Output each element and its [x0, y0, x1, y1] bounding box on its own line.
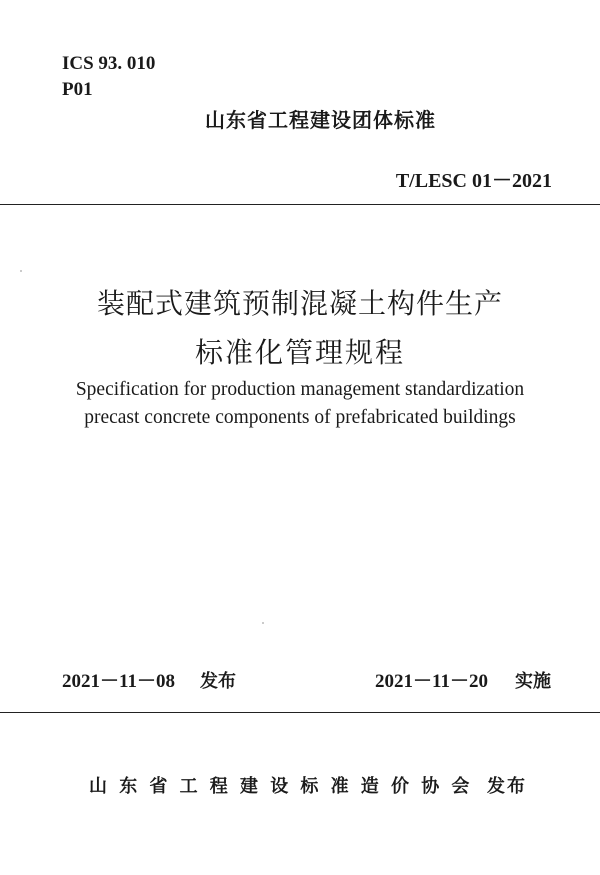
title-chinese-line-1: 装配式建筑预制混凝土构件生产 [96, 287, 503, 320]
issue-label: 发布 [200, 671, 236, 692]
top-divider [0, 204, 600, 205]
title-english-line-1: Specification for production management standardization [75, 379, 525, 400]
title-chinese-line-2: 标准化管理规程 [194, 336, 405, 369]
standard-type-heading: 山东省工程建设团体标准 [205, 108, 436, 132]
implementation-label: 实施 [515, 671, 551, 692]
bottom-divider [0, 712, 600, 713]
implementation-date: 2021－11－20 [375, 671, 488, 692]
scan-speck [262, 622, 264, 624]
ics-code: ICS 93. 010 [62, 53, 156, 74]
ccs-code: P01 [62, 79, 93, 100]
issue-date: 2021－11－08 [62, 671, 175, 692]
standard-number: T/LESC 01－2021 [395, 170, 552, 192]
title-english-line-2: precast concrete components of prefabricated buildings [84, 407, 516, 428]
publisher-name: 山东省工程建设标准造价协会 [89, 776, 482, 797]
publish-label: 发布 [487, 776, 527, 797]
scan-speck [20, 270, 22, 272]
